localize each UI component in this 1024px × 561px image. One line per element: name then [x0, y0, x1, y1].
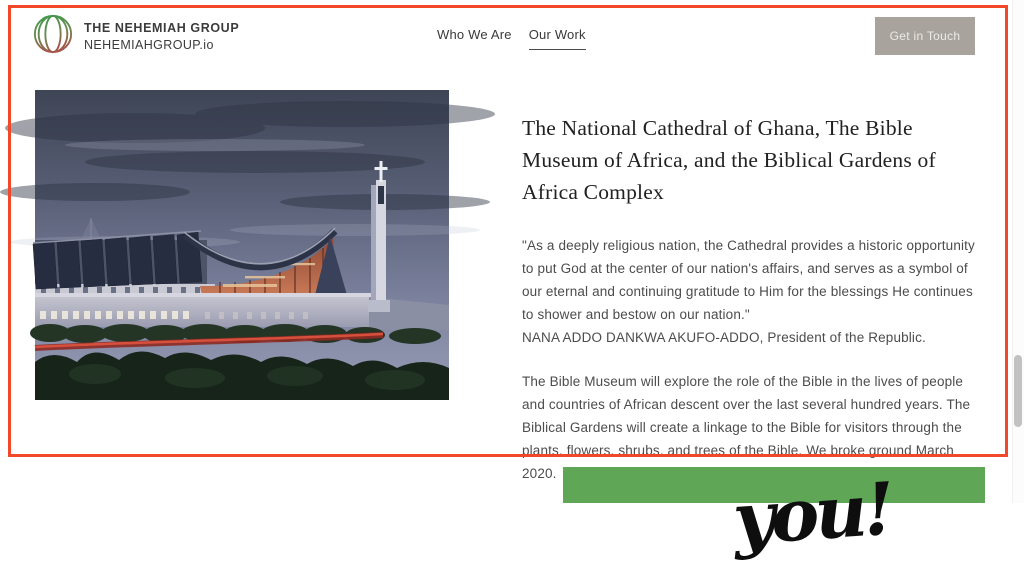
page-title: The National Cathedral of Ghana, The Bible Museum of Africa, and the Biblical Gardens of Africa Complex	[522, 116, 936, 204]
next-section-banner	[563, 465, 985, 561]
banner-script-text: you!	[730, 465, 894, 561]
logo[interactable]	[32, 13, 239, 60]
quote-text: "As a deeply religious nation, the Cathedral provides a historic opportunity to put God at the center of our nation's affairs, and serves as a symbol of our eternal and continuing gratitude to Him for the blessings He continues to shower and bestow on our nation."	[522, 238, 975, 322]
get-in-touch-button[interactable]: Get in Touch	[875, 17, 975, 55]
logo-title: THE NEHEMIAH GROUP	[84, 21, 240, 35]
globe-icon	[32, 13, 74, 60]
content-column	[522, 112, 985, 506]
main-nav	[437, 27, 586, 50]
scrollbar-thumb[interactable]	[1014, 355, 1022, 427]
nav-who-we-are[interactable]: Who We Are	[437, 27, 512, 42]
nav-our-work[interactable]: Our Work	[529, 27, 586, 50]
cathedral-rendering-image	[35, 90, 449, 400]
scrollbar[interactable]	[1012, 0, 1024, 503]
logo-domain: NEHEMIAHGROUP.io	[84, 38, 214, 52]
description-paragraph: The Bible Museum will explore the role of the Bible in the lives of people and countries of African descent over the last several hundred years. The Biblical Gardens will create a linkage to the Bible for visitors through the plants, flowers, shrubs, and trees of the Bible. We broke ground March 2020.	[522, 374, 971, 481]
quote-attribution: NANA ADDO DANKWA AKUFO-ADDO, President of the Republic.	[522, 330, 926, 345]
quote-paragraph	[522, 234, 985, 349]
